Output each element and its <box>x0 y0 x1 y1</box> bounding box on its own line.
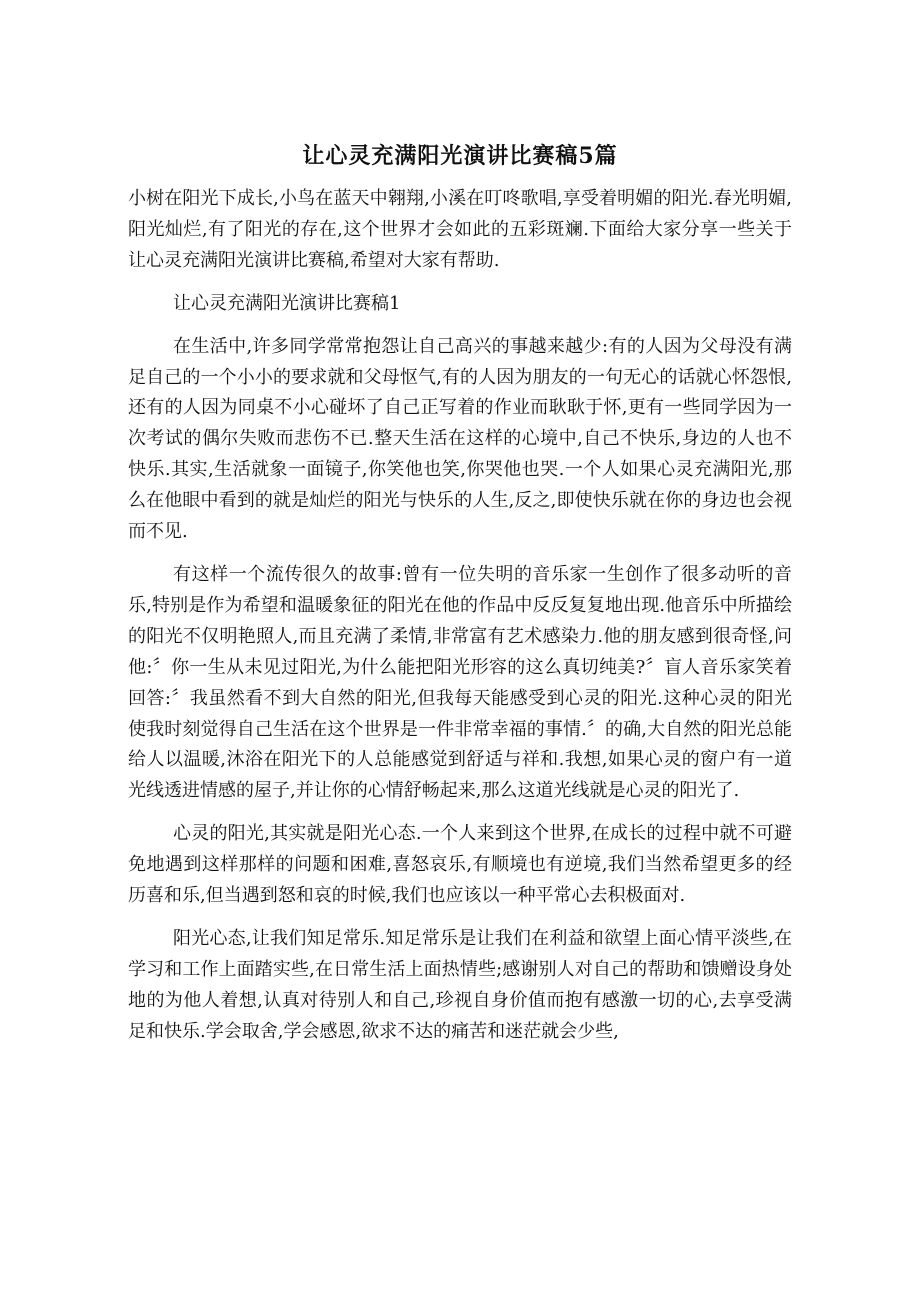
section-heading: 让心灵充满阳光演讲比赛稿1 <box>173 292 401 314</box>
intro-paragraph: 小树在阳光下成长,小鸟在蓝天中翱翔,小溪在叮咚歌唱,享受着明媚的阳光.春光明媚,阳光灿烂,有了阳光的存在,这个世界才会如此的五彩斑斓.下面给大家分享一些关于让心灵充满阳光演讲比赛稿,希望对大家有帮助. <box>128 188 792 271</box>
body-paragraph-2: 有这样一个流传很久的故事:曾有一位失明的音乐家一生创作了很多动听的音乐,特别是作为希望和温暖象征的阳光在他的作品中反反复复地出现.他音乐中所描绘的阳光不仅明艳照人,而且充满了柔情,非常富有艺术感染力.他的朋友感到很奇怪,问他:〞你一生从未见过阳光,为什么能把阳光形容的这么真切纯美?〞盲人音乐家笑着回答:〞我虽然看不到大自然的阳光,但我每天能感受到心灵的阳光.这种心灵的阳光使我时刻觉得自己生活在这个世界是一件非常幸福的事情.〞的确,大自然的阳光总能给人以温暖,沐浴在阳光下的人总能感觉到舒适与祥和.我想,如果心灵的窗户有一道光线透进情感的屋子,并让你的心情舒畅起来,那么这道光线就是心灵的阳光了. <box>128 563 792 802</box>
document-title: 让心灵充满阳光演讲比赛稿5篇 <box>302 143 618 169</box>
document-body <box>128 184 792 1048</box>
body-paragraph-3: 心灵的阳光,其实就是阳光心态.一个人来到这个世界,在成长的过程中就不可避免地遇到这样那样的问题和困难,喜怒哀乐,有顺境也有逆境,我们当然希望更多的经历喜和乐,但当遇到怒和哀的时候,我们也应该以一种平常心去积极面对. <box>128 823 792 907</box>
body-paragraph-1: 在生活中,许多同学常常抱怨让自己高兴的事越来越少:有的人因为父母没有满足自己的一个小小的要求就和父母怄气,有的人因为朋友的一句无心的话就心怀怨恨,还有的人因为同桌不小心碰坏了自己正写着的作业而耿耿于怀,更有一些同学因为一次考试的偶尔失败而悲伤不已.整天生活在这样的心境中,自己不快乐,身边的人也不快乐.其实,生活就象一面镜子,你笑他也笑,你哭他也哭.一个人如果心灵充满阳光,那么在他眼中看到的就是灿烂的阳光与快乐的人生,反之,即使快乐就在你的身边也会视而不见. <box>128 335 792 543</box>
body-paragraph-4: 阳光心态,让我们知足常乐.知足常乐是让我们在利益和欲望上面心情平淡些,在学习和工作上面踏实些,在日常生活上面热情些;感谢别人对自己的帮助和馈赠设身处地的为他人着想,认真对待别人和自己,珍视自身价值而抱有感激一切的心,去享受满足和快乐.学会取舍,学会感恩,欲求不达的痛苦和迷茫就会少些, <box>128 927 792 1042</box>
